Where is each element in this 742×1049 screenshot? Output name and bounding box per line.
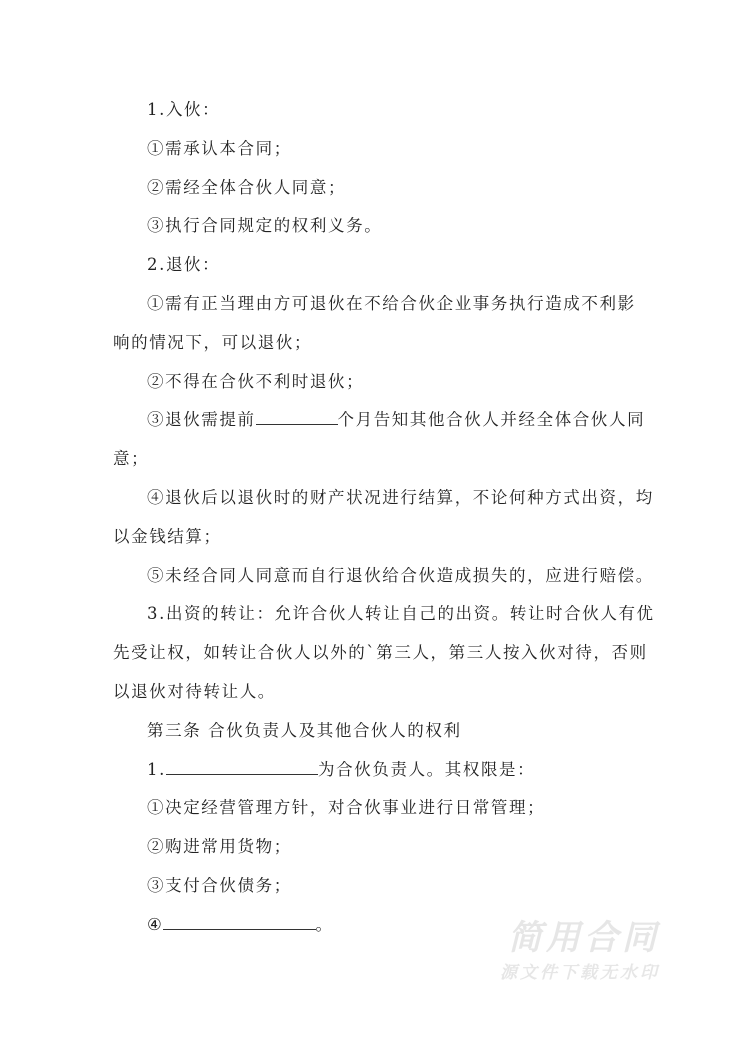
text-line <box>113 557 654 596</box>
line-text: ②需经全体合伙人同意； <box>147 177 347 197</box>
watermark-title: 简用合同 <box>508 918 660 958</box>
text-line <box>113 673 633 712</box>
line-text-after-blank: 。 <box>315 914 334 934</box>
text-line <box>113 789 633 828</box>
text-line <box>113 634 648 673</box>
text-line <box>113 751 633 790</box>
text-line <box>113 518 633 557</box>
line-text: 先受让权，如转让合伙人以外的`第三人，第三人按入伙对待，否则 <box>113 643 648 663</box>
line-text: ①决定经营管理方针，对合伙事业进行日常管理； <box>147 798 546 818</box>
line-text: 3.出资的转让：允许合伙人转让自己的出资。转让时合伙人有优 <box>147 604 655 624</box>
line-text-after-blank: 个月告知其他合伙人并经全体合伙人同 <box>337 410 646 430</box>
fill-in-blank <box>256 410 338 425</box>
text-line <box>113 169 633 208</box>
line-text: ②购进常用货物； <box>147 837 292 857</box>
text-line <box>113 130 633 169</box>
document-body <box>113 91 655 945</box>
line-text: ①需有正当理由方可退伙在不给合伙企业事务执行造成不利影 <box>147 293 636 313</box>
text-line <box>113 324 633 363</box>
text-line <box>113 285 636 324</box>
fill-in-blank <box>166 760 318 775</box>
text-line <box>113 479 654 518</box>
text-line <box>113 440 633 479</box>
line-text: 响的情况下，可以退伙； <box>113 332 313 352</box>
text-line <box>113 91 633 130</box>
text-line <box>113 207 633 246</box>
text-line <box>113 867 633 906</box>
line-text: 2.退伙： <box>147 255 221 275</box>
line-text: 1. <box>147 759 166 779</box>
fill-in-blank <box>163 915 315 930</box>
line-text: 第三条 合伙负责人及其他合伙人的权利 <box>147 720 462 740</box>
line-text: 意； <box>113 449 150 469</box>
line-text: ①需承认本合同； <box>147 138 292 158</box>
text-line <box>113 828 633 867</box>
line-text: 以金钱结算； <box>113 526 222 546</box>
line-text-after-blank: 为合伙负责人。其权限是： <box>318 759 536 779</box>
watermark <box>500 918 660 988</box>
text-line <box>113 712 633 751</box>
line-text: ③退伙需提前 <box>147 410 256 430</box>
line-text: ④退伙后以退伙时的财产状况进行结算，不论何种方式出资，均 <box>147 487 654 507</box>
text-line <box>113 401 646 440</box>
line-text: ③执行合同规定的权利义务。 <box>147 216 383 236</box>
line-text: 以退伙对待转让人。 <box>113 681 276 701</box>
line-text: ④ <box>147 914 164 934</box>
line-text: 1.入伙： <box>147 100 221 119</box>
text-line <box>113 363 633 402</box>
line-text: ③支付合伙债务； <box>147 875 292 895</box>
line-text: ②不得在合伙不利时退伙； <box>147 371 365 391</box>
text-line <box>113 246 633 285</box>
text-line <box>113 595 655 634</box>
watermark-subtitle: 源文件下载无水印 <box>500 963 660 983</box>
line-text: ⑤未经合同人同意而自行退伙给合伙造成损失的，应进行赔偿。 <box>147 565 654 585</box>
